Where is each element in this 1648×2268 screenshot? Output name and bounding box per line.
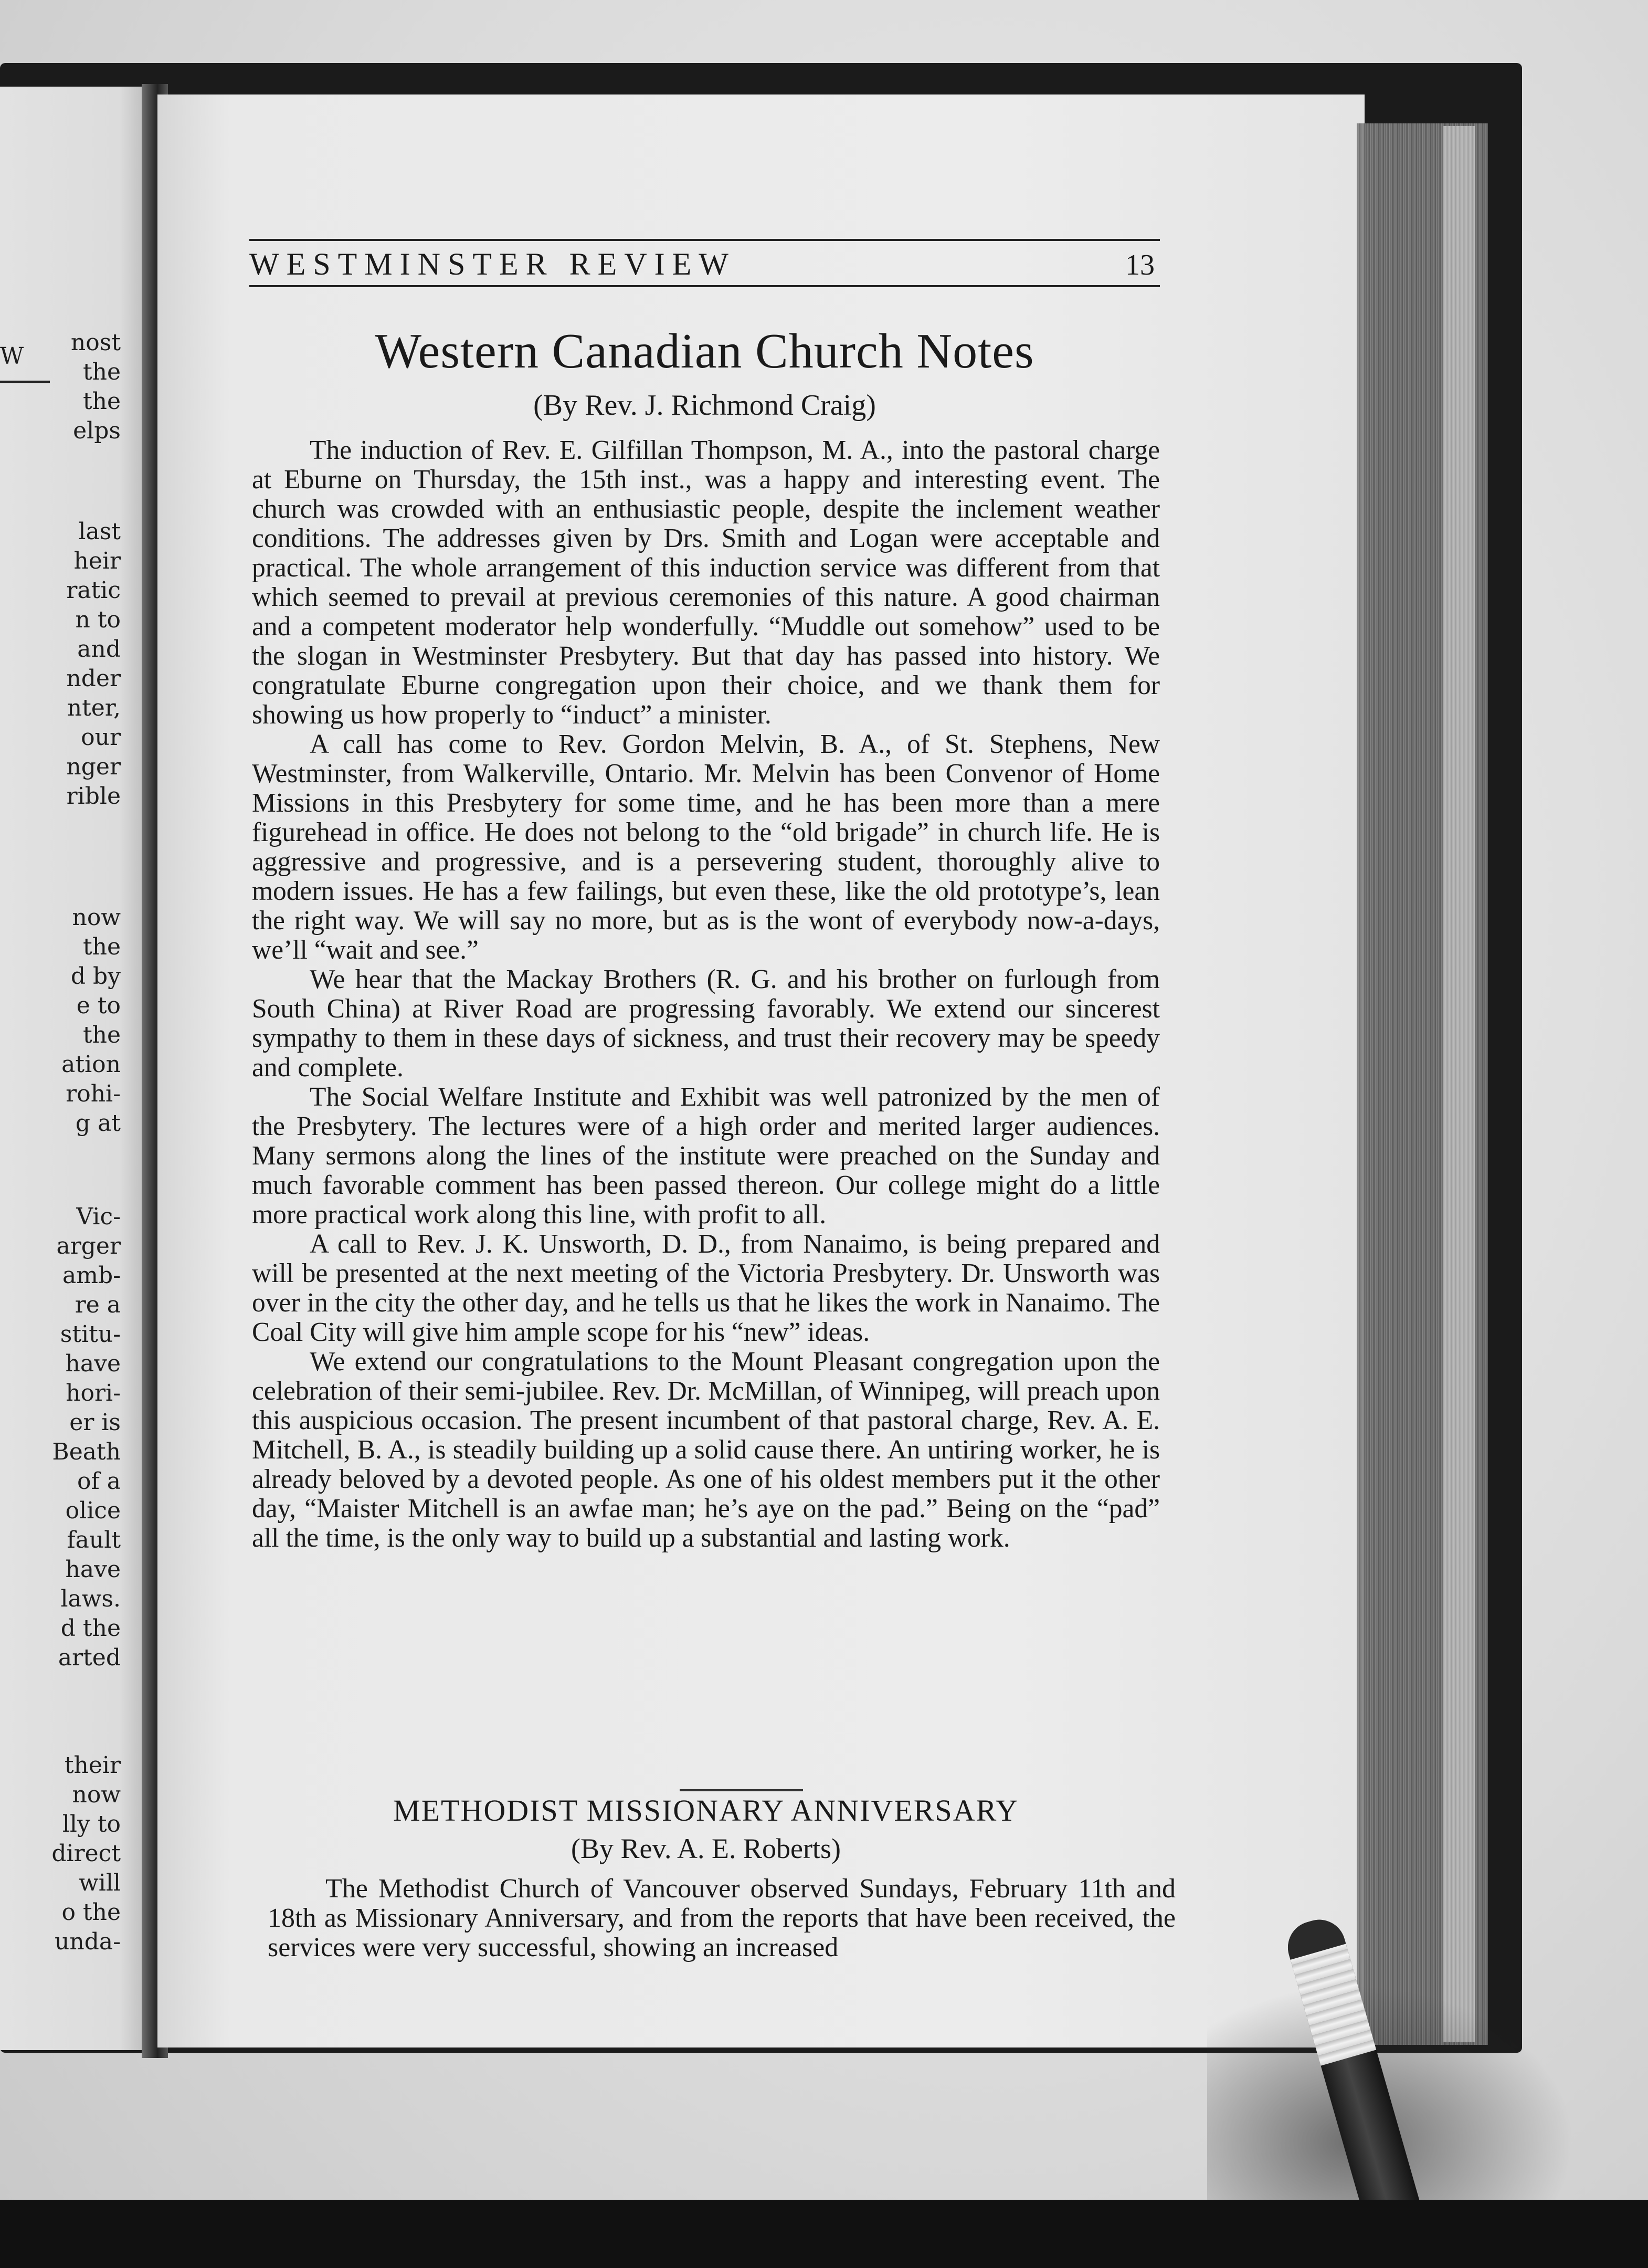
left-page-line: last — [78, 518, 121, 545]
section-body — [268, 1874, 1176, 1962]
left-page-line: olice — [65, 1497, 121, 1524]
left-page-line: unda- — [55, 1928, 121, 1955]
left-page-line: re a — [75, 1292, 121, 1318]
left-page-line: ation — [61, 1051, 121, 1078]
left-page-header: W — [0, 343, 27, 370]
left-page-line: amb- — [62, 1262, 121, 1289]
left-page-line: Beath — [52, 1438, 121, 1465]
left-page-line: g at — [75, 1110, 121, 1137]
left-page-line: ratic — [66, 577, 121, 604]
page-number: 13 — [1125, 249, 1155, 281]
left-page-line: Vic- — [76, 1203, 121, 1230]
left-page-line: have — [65, 1350, 121, 1377]
left-page-line: rohi- — [66, 1080, 121, 1107]
paragraph-induction: The induction of Rev. E. Gilfillan Thompson, M. A., into the pastoral charge at Eburne on Thursday, the 15th inst., was a happy and interesting event. The church was crowded with an enthusiastic people, despite the inclement weather conditions. The addresses given by Drs. Smith and Logan were acceptable and practical. The whole arrangement of this induction service was different from that which seemed to prevail at previous ceremonies of this nature. A good chairman and a competent moderator help wonderfully. “Muddle out somehow” used to be the slogan in Westminster Presbytery. But that day has passed into history. We congratulate Eburne congregation upon their choice, and we thank them for showing us how properly to “induct” a minister. — [252, 435, 1160, 730]
page-edges-highlight — [1443, 126, 1475, 2042]
left-page-line: er is — [69, 1409, 121, 1436]
left-page-line: heir — [73, 548, 121, 574]
left-page-line: hori- — [66, 1380, 121, 1406]
header-rule-top — [249, 239, 1160, 241]
left-page-line: d the — [60, 1615, 121, 1642]
section-byline: (By Rev. A. E. Roberts) — [571, 1833, 841, 1864]
left-page-line: will — [79, 1870, 121, 1896]
paragraph-mackay-brothers: We hear that the Mackay Brothers (R. G. and his brother on furlough from South China) at River Road are progressing favorably. We extend our sincerest sympathy to them in these days of sickness, and trust their recovery may be speedy and complete. — [252, 964, 1160, 1083]
left-page-line: elps — [73, 417, 121, 444]
article-title: Western Canadian Church Notes — [375, 324, 1034, 379]
left-page — [0, 87, 150, 2050]
journal-title: WESTMINSTER REVIEW — [249, 247, 736, 281]
section-divider — [680, 1789, 803, 1791]
article-body — [252, 436, 1160, 1553]
left-page-line: our — [81, 724, 121, 751]
left-page-header-rule — [0, 381, 50, 383]
bottom-dark-band — [0, 2200, 1648, 2268]
left-page-line: the — [82, 359, 121, 385]
left-page-line: laws. — [60, 1586, 121, 1612]
left-page-line: the — [82, 388, 121, 415]
left-page-line: arger — [56, 1233, 121, 1259]
left-page-line: the — [82, 933, 121, 960]
left-page-line: the — [82, 1022, 121, 1048]
left-page-line: o the — [61, 1899, 121, 1926]
left-page-line: stitu- — [60, 1321, 121, 1348]
left-page-line: arted — [58, 1644, 121, 1671]
left-page-line: now — [72, 904, 121, 931]
left-page-line: nter, — [67, 695, 121, 721]
paragraph-mount-pleasant: We extend our congratulations to the Mount Pleasant congregation upon the celebration of their semi-jubilee. Rev. Dr. McMillan, of Winnipeg, will preach upon this auspicious occasion. The present incumbent of that pastoral charge, Rev. A. E. Mitchell, B. A., is steadily building up a solid cause there. An untiring worker, he is already beloved by a devoted people. As one of his oldest members put it the other day, “Maister Mitchell is an awfae man; he’s aye on the pad.” Being on the “pad” all the time, is the only way to build up a substantial and lasting work. — [252, 1347, 1160, 1553]
paragraph-unsworth-call: A call to Rev. J. K. Unsworth, D. D., from Nanaimo, is being prepared and will be presented at the next meeting of the Victoria Presbytery. Dr. Unsworth was over in the city the other day, and he tells us that he likes the work in Nanaimo. The Coal City will give him ample scope for his “new” ideas. — [252, 1229, 1160, 1347]
header-rule-bottom — [249, 285, 1160, 287]
left-page-line: fault — [67, 1527, 121, 1553]
left-page-line: of a — [77, 1468, 121, 1495]
paragraph-melvin-call: A call has come to Rev. Gordon Melvin, B. A., of St. Stephens, New Westminster, from Walkerville, Ontario. Mr. Melvin has been Convenor of Home Missions in this Presbytery for some time, and he has been more than a mere figurehead in office. He does not belong to the “old brigade” in church life. He is aggressive and progressive, and is a persevering student, thoroughly alive to modern issues. He has a few failings, but even these, like the old prototype’s, lean the right way. We will say no more, but as is the wont of everybody now-a-days, we’ll “wait and see.” — [252, 729, 1160, 965]
paragraph-methodist: The Methodist Church of Vancouver observed Sundays, February 11th and 18th as Missionary Anniversary, and from the reports that have been received, the services were very successful, showing an increased — [268, 1874, 1176, 1962]
left-page-line: d by — [70, 963, 121, 990]
left-page-line: nost — [70, 329, 121, 356]
article-byline: (By Rev. J. Richmond Craig) — [533, 389, 876, 422]
left-page-line: n to — [75, 606, 121, 633]
left-page-line: now — [72, 1781, 121, 1808]
left-page-line: direct — [51, 1840, 121, 1867]
paragraph-social-welfare: The Social Welfare Institute and Exhibit was well patronized by the men of the Presbytery. The lectures were of a high order and merited larger audiences. Many sermons along the lines of the institute were preached on the Sunday and much favorable comment has been passed thereon. Our college might do a little more practical work along this line, with profit to all. — [252, 1082, 1160, 1230]
left-page-line: have — [65, 1556, 121, 1583]
left-page-line: lly to — [62, 1811, 121, 1838]
section-title: METHODIST MISSIONARY ANNIVERSARY — [393, 1793, 1019, 1828]
left-page-line: and — [77, 636, 121, 663]
left-page-line: rible — [66, 783, 121, 810]
left-page-line: e to — [76, 992, 121, 1019]
left-page-line: nger — [66, 753, 121, 780]
running-header — [249, 239, 1160, 297]
left-page-line: nder — [66, 665, 121, 692]
left-page-line: their — [64, 1752, 121, 1779]
